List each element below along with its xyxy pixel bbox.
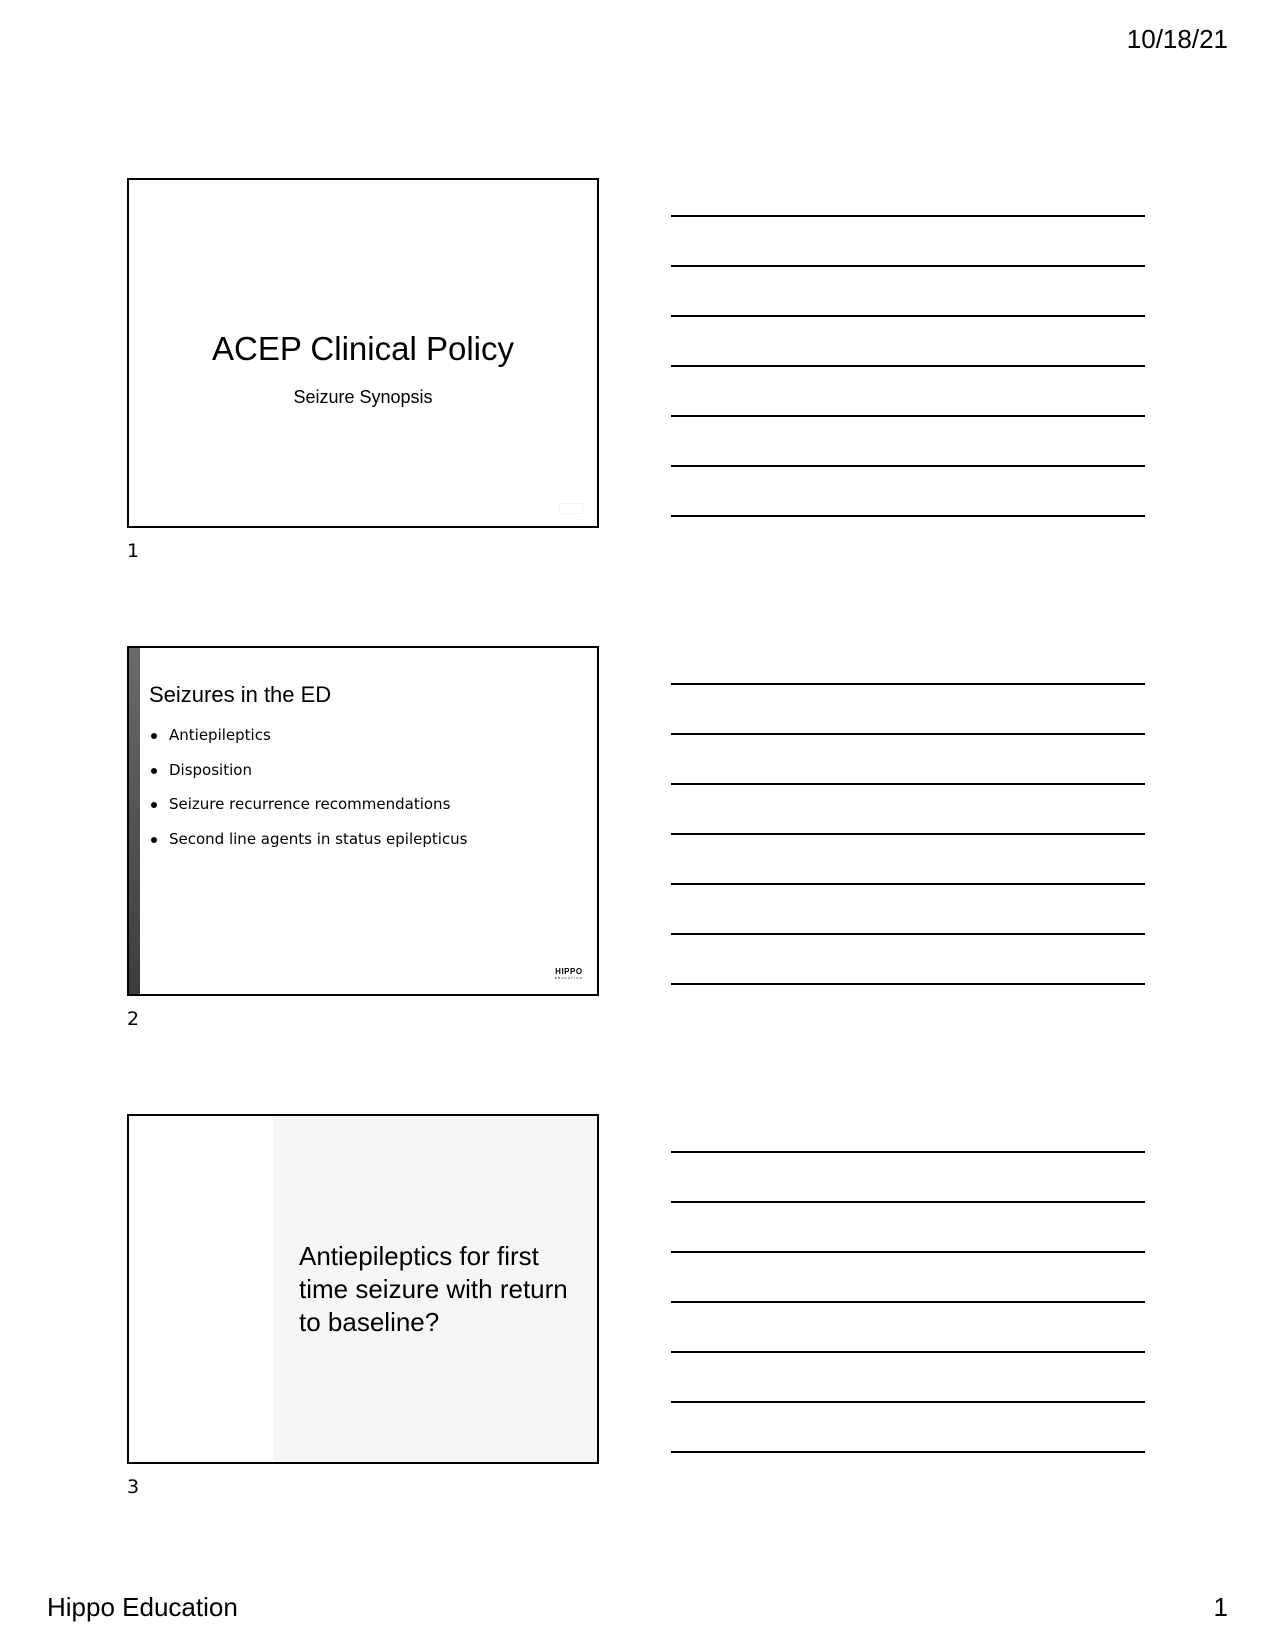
slide-2-number: 2 xyxy=(127,1008,140,1030)
hippo-logo-sub: EDUCATION xyxy=(554,976,583,980)
note-line xyxy=(671,783,1145,785)
note-line xyxy=(671,465,1145,467)
note-line xyxy=(671,265,1145,267)
bullet-item: Disposition xyxy=(149,761,467,796)
slide-2-title: Seizures in the ED xyxy=(149,682,332,707)
hippo-logo-main: HIPPO xyxy=(555,967,583,976)
print-date: 10/18/21 xyxy=(1126,24,1228,54)
slide-2-bullet-list xyxy=(149,726,467,864)
note-line xyxy=(671,365,1145,367)
slide-3-number: 3 xyxy=(127,1476,140,1498)
note-line xyxy=(671,733,1145,735)
note-line xyxy=(671,1301,1145,1303)
slide-3-thumbnail xyxy=(127,1114,599,1464)
bullet-item: Seizure recurrence recommendations xyxy=(149,795,467,830)
slide-1-subtitle: Seizure Synopsis xyxy=(293,387,433,407)
note-line xyxy=(671,515,1145,517)
note-line xyxy=(671,415,1145,417)
slide-1-title: ACEP Clinical Policy xyxy=(212,330,514,367)
note-line xyxy=(671,315,1145,317)
note-line xyxy=(671,1451,1145,1453)
slide-2-thumbnail xyxy=(127,646,599,996)
slide-accent-bar xyxy=(129,648,140,994)
note-line xyxy=(671,215,1145,217)
note-line xyxy=(671,1401,1145,1403)
faint-logo-mark xyxy=(559,503,583,514)
bullet-item: Antiepileptics xyxy=(149,726,467,761)
note-line xyxy=(671,1151,1145,1153)
note-line xyxy=(671,983,1145,985)
footer-organization: Hippo Education xyxy=(47,1592,238,1622)
slide-1-thumbnail xyxy=(127,178,599,528)
hippo-logo xyxy=(555,968,583,980)
note-line xyxy=(671,1351,1145,1353)
slide-3-question: Antiepileptics for first time seizure with return to baseline? xyxy=(299,1241,568,1337)
footer-page-number: 1 xyxy=(1213,1592,1228,1622)
note-line xyxy=(671,683,1145,685)
bullet-item: Second line agents in status epilepticus xyxy=(149,830,467,865)
slide-1-number: 1 xyxy=(127,540,140,562)
note-line xyxy=(671,833,1145,835)
note-line xyxy=(671,933,1145,935)
note-line xyxy=(671,883,1145,885)
note-line xyxy=(671,1251,1145,1253)
note-line xyxy=(671,1201,1145,1203)
